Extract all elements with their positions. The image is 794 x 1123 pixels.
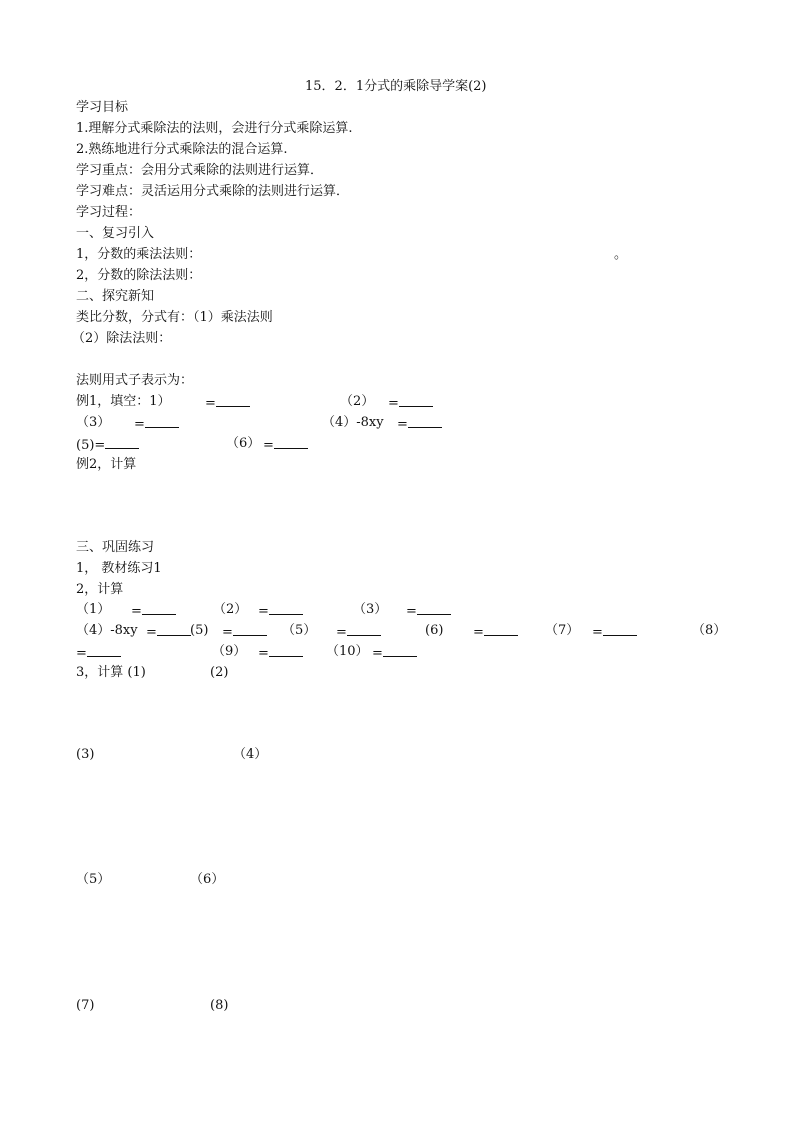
equals-sign: = xyxy=(131,604,142,619)
calc-3: （3） xyxy=(353,602,388,617)
goals-heading: 学习目标 xyxy=(76,100,129,115)
calc-4: （4）-8xy xyxy=(76,623,138,638)
practice-3-item-4: （4） xyxy=(233,747,268,762)
calc-7-eq xyxy=(592,623,637,641)
calc-8: （8） xyxy=(692,623,727,638)
equals-sign: = xyxy=(592,625,603,640)
section-1-heading: 一、复习引入 xyxy=(76,226,155,241)
equals-sign: = xyxy=(146,625,157,640)
equals-sign: = xyxy=(336,625,347,640)
ex1-p4-eq xyxy=(397,415,442,433)
practice-1: 1， 教材练习1 xyxy=(76,561,162,576)
calc-5b-eq xyxy=(336,623,381,641)
equals-sign: = xyxy=(134,417,145,432)
ex1-p5-label: (5)= xyxy=(76,438,106,453)
answer-blank[interactable] xyxy=(484,623,518,636)
equals-sign: = xyxy=(222,625,233,640)
ex1-p4: （4）-8xy xyxy=(322,415,384,430)
practice-3-item-8: (8) xyxy=(210,998,229,1013)
answer-blank[interactable] xyxy=(157,623,191,636)
answer-blank[interactable] xyxy=(269,644,303,657)
ex1-p5 xyxy=(76,436,139,454)
calc-6-eq xyxy=(473,623,518,641)
page-title: 15．2．1分式的乘除导学案(2) xyxy=(305,79,487,94)
practice-3-item-3: (3) xyxy=(76,747,95,762)
answer-blank[interactable] xyxy=(216,394,250,407)
practice-3-item-2: (2) xyxy=(210,665,229,680)
review-1-end: 。 xyxy=(614,247,628,262)
answer-blank[interactable] xyxy=(603,623,637,636)
key-point: 学习重点：会用分式乘除的法则进行运算． xyxy=(76,163,324,178)
ex1-p3: （3） xyxy=(76,415,111,430)
answer-blank[interactable] xyxy=(347,623,381,636)
practice-3: 3，计算 (1) xyxy=(76,665,146,680)
answer-blank[interactable] xyxy=(233,623,267,636)
calc-9-eq xyxy=(258,644,303,662)
practice-3-item-7: (7) xyxy=(76,998,95,1013)
ex1-p2-eq xyxy=(388,394,433,412)
answer-blank[interactable] xyxy=(399,394,433,407)
answer-blank[interactable] xyxy=(105,436,139,449)
calc-2-eq xyxy=(258,602,303,620)
calc-8-eq xyxy=(76,644,121,662)
equals-sign: = xyxy=(388,396,399,411)
equals-sign: = xyxy=(76,646,87,661)
answer-blank[interactable] xyxy=(408,415,442,428)
calc-5: (5) xyxy=(190,623,209,638)
process-heading: 学习过程： xyxy=(76,205,142,220)
equals-sign: = xyxy=(258,604,269,619)
calc-7: （7） xyxy=(545,623,580,638)
answer-blank[interactable] xyxy=(417,602,451,615)
answer-blank[interactable] xyxy=(274,436,308,449)
ex1-p3-eq xyxy=(134,415,179,433)
goal-2: 2.熟练地进行分式乘除法的混合运算. xyxy=(76,142,288,157)
equals-sign: = xyxy=(397,417,408,432)
ex1-p1-eq xyxy=(205,394,250,412)
section-3-heading: 三、巩固练习 xyxy=(76,540,155,555)
equals-sign: = xyxy=(406,604,417,619)
answer-blank[interactable] xyxy=(145,415,179,428)
difficulty: 学习难点：灵活运用分式乘除的法则进行运算． xyxy=(76,184,350,199)
ex1-p6: （6） xyxy=(226,436,261,451)
calc-3-eq xyxy=(406,602,451,620)
analogy-text: 类比分数，分式有：（1）乘法法则 xyxy=(76,310,273,325)
section-2-heading: 二、探究新知 xyxy=(76,289,155,304)
practice-3-item-6: （6） xyxy=(190,872,225,887)
practice-3-item-5: （5） xyxy=(76,872,111,887)
equals-sign: = xyxy=(258,646,269,661)
review-2: 2，分数的除法法则： xyxy=(76,268,202,283)
example-2: 例2，计算 xyxy=(76,457,137,472)
calc-1: （1） xyxy=(76,602,111,617)
division-rule: （2）除法法则： xyxy=(72,331,172,346)
equals-sign: = xyxy=(263,438,274,453)
ex1-p6-eq xyxy=(263,436,308,454)
practice-2: 2，计算 xyxy=(76,582,124,597)
answer-blank[interactable] xyxy=(142,602,176,615)
formula-intro: 法则用式子表示为： xyxy=(76,373,194,388)
calc-9: （9） xyxy=(212,644,247,659)
answer-blank[interactable] xyxy=(383,644,417,657)
calc-2: （2） xyxy=(213,602,248,617)
calc-4-eq xyxy=(146,623,191,641)
goal-1: 1.理解分式乘除法的法则，会进行分式乘除运算. xyxy=(76,121,353,136)
calc-6: (6) xyxy=(425,623,444,638)
answer-blank[interactable] xyxy=(269,602,303,615)
ex1-label: 例1，填空：1） xyxy=(76,394,171,409)
calc-10-eq xyxy=(372,644,417,662)
review-1: 1，分数的乘法法则： xyxy=(76,247,202,262)
equals-sign: = xyxy=(205,396,216,411)
calc-1-eq xyxy=(131,602,176,620)
ex1-p2: （2） xyxy=(340,394,375,409)
equals-sign: = xyxy=(473,625,484,640)
calc-10: （10） xyxy=(326,644,369,659)
equals-sign: = xyxy=(372,646,383,661)
calc-5b: （5） xyxy=(282,623,317,638)
answer-blank[interactable] xyxy=(87,644,121,657)
calc-5-eq xyxy=(222,623,267,641)
